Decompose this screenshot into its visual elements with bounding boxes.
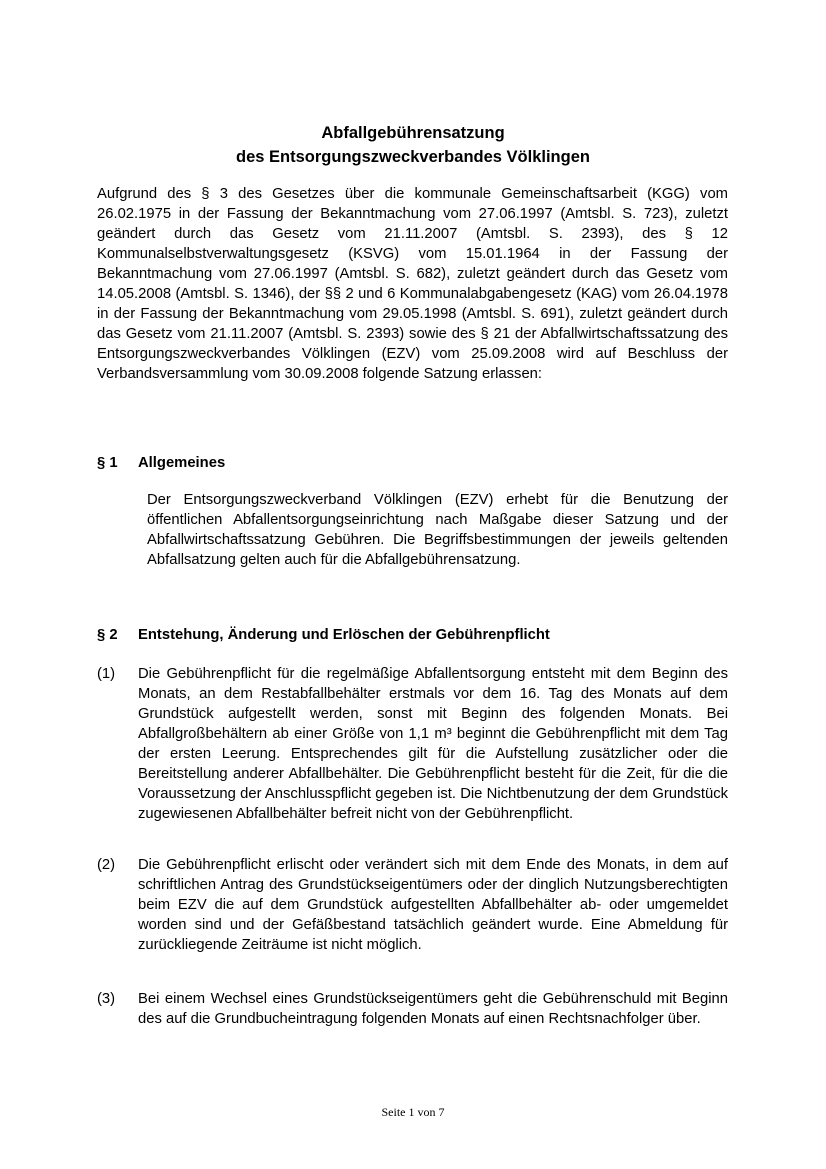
item-number: (1) xyxy=(97,666,116,682)
section-1-number: § 1 xyxy=(97,455,118,471)
page-footer: Seite 1 von 7 xyxy=(381,1105,445,1119)
document-title-line-2: des Entsorgungszweckverbandes Völklingen xyxy=(236,148,590,166)
document-title-line-1: Abfallgebührensatzung xyxy=(321,124,505,142)
section-2-title: Entstehung, Änderung und Erlöschen der Gebührenpflicht xyxy=(138,627,550,643)
item-number: (3) xyxy=(97,991,116,1007)
item-text: Die Gebührenpflicht erlischt oder verändert sich mit dem Ende des Monats, in dem auf schriftlichen Antrag des Grundstückseigentümers oder der dinglich Nutzungsberechtigten beim EZV die auf dem Grundstück aufgestellten Abfallbehälter ab- oder umgemeldet worden sind und der Gefäßbestand tatsächlich geändert wurde. Eine Abmeldung für zurückliegende Zeiträume ist nicht möglich. xyxy=(138,857,728,953)
item-text: Bei einem Wechsel eines Grundstückseigentümers geht die Gebührenschuld mit Beginn des auf die Grundbucheintragung folgenden Monats auf einen Rechtsnachfolger über. xyxy=(138,991,728,1027)
section-1-title: Allgemeines xyxy=(138,455,226,471)
preamble-paragraph: Aufgrund des § 3 des Gesetzes über die kommunale Gemeinschaftsarbeit (KGG) vom 26.02.1975 in der Fassung der Bekanntmachung vom 27.06.1997 (Amtsbl. S. 723), zuletzt geändert durch das Gesetz vom 21.11.2007 (Amtsbl. S. 2393), des § 12 Kommunalselbstverwaltungsgesetz (KSVG) vom 15.01.1964 in der Fassung der Bekanntmachung vom 27.06.1997 (Amtsbl. S. 682), zuletzt geändert durch das Gesetz vom 14.05.2008 (Amtsbl. S. 1346), der §§ 2 und 6 Kommunalabgabengesetz (KAG) vom 26.04.1978 in der Fassung der Bekanntmachung vom 29.05.1998 (Amtsbl. S. 691), zuletzt geändert durch das Gesetz vom 21.11.2007 (Amtsbl. S. 2393) sowie des § 21 der Abfallwirtschaftssatzung des Entsorgungszweckverbandes Völklingen (EZV) vom 25.09.2008 wird auf Beschluss der Verbandsversammlung vom 30.09.2008 folgende Satzung erlassen: xyxy=(97,186,728,382)
item-text: Die Gebührenpflicht für die regelmäßige Abfallentsorgung entsteht mit dem Beginn des Monats, an dem Restabfallbehälter erstmals vor dem 16. Tag des Monats auf dem Grundstück aufgestellt werden, sonst mit Beginn des folgenden Monats. Bei Abfallgroßbehältern ab einer Größe von 1,1 m³ beginnt die Gebührenpflicht mit dem Tag der ersten Leerung. Entsprechendes gilt für die Aufstellung zusätzlicher oder die Bereitstellung anderer Abfallbehälter. Die Gebührenpflicht besteht für die Zeit, für die die Voraussetzung der Anschlusspflicht gegeben ist. Die Nichtbenutzung der dem Grundstück zugewiesenen Abfallbehälter befreit nicht von der Gebührenpflicht. xyxy=(138,666,728,822)
section-2-number: § 2 xyxy=(97,627,118,643)
section-1-body: Der Entsorgungszweckverband Völklingen (EZV) erhebt für die Benutzung der öffentlichen Abfallentsorgungseinrichtung nach Maßgabe dieser Satzung und der Abfallwirtschaftssatzung Gebühren. Die Begriffsbestimmungen der jeweils geltenden Abfallsatzung gelten auch für die Abfallgebührensatzung. xyxy=(147,492,728,568)
item-number: (2) xyxy=(97,857,116,873)
